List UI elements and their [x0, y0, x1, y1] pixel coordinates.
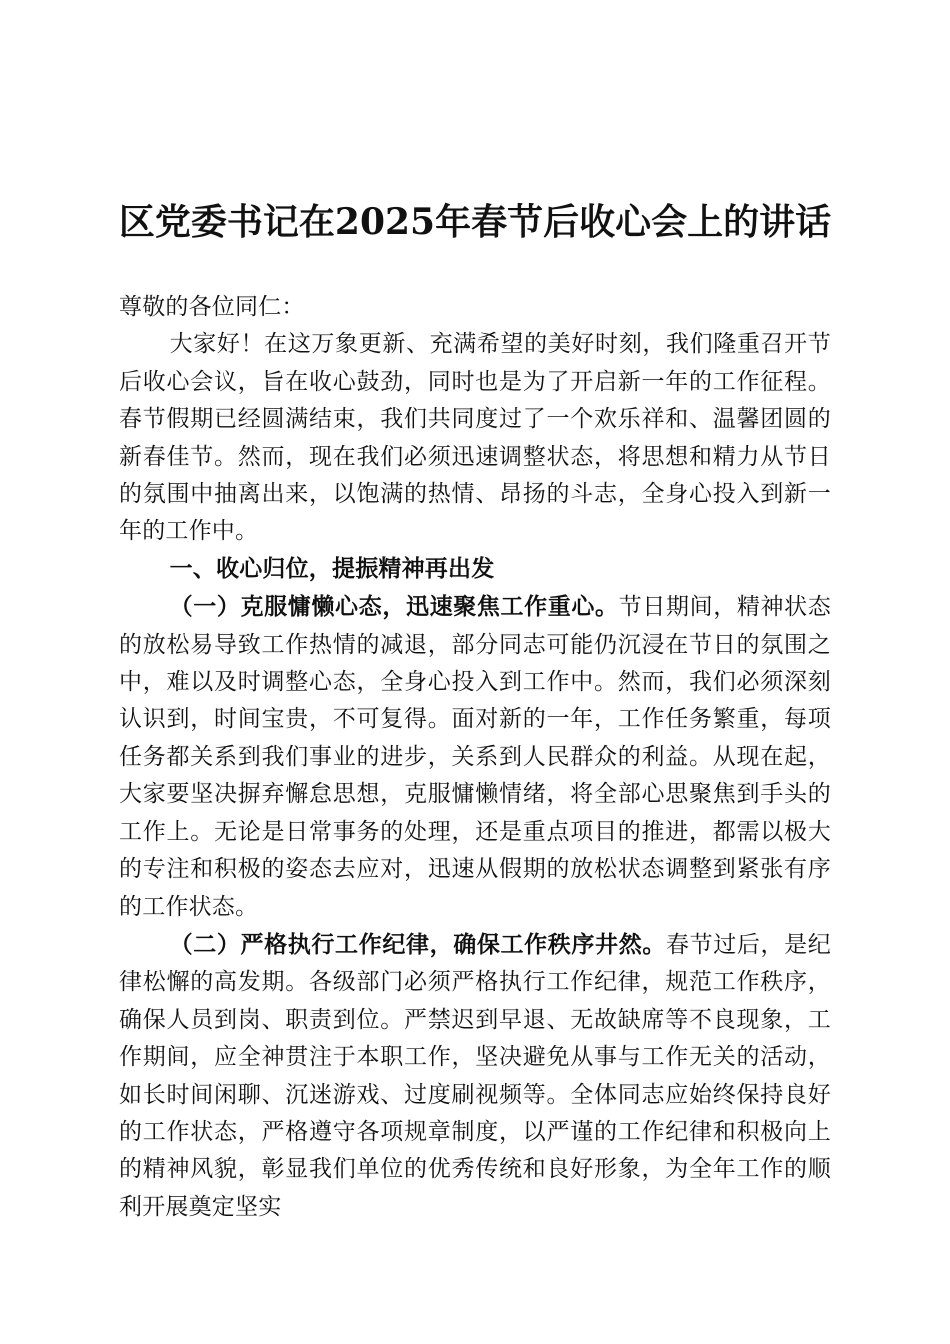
subsection-1-body: 节日期间，精神状态的放松易导致工作热情的减退，部分同志可能仍沉浸在节日的氛围之中，难以及时调整心态，全身心投入到工作中。然而，我们必须深刻认识到，时间宝贵，不可复得。面对新的一年，工作任务繁重，每项任务都关系到我们事业的进步，关系到人民群众的利益。从现在起，大家要坚决摒弃懈怠思想，克服慵懒情绪，将全部心思聚焦到手头的工作上。无论是日常事务的处理，还是重点项目的推进，都需以极大的专注和积极的姿态去应对，迅速从假期的放松状态调整到紧张有序的工作状态。	[119, 594, 831, 920]
document-body	[119, 289, 831, 1226]
salutation: 尊敬的各位同仁：	[119, 294, 305, 320]
section-heading: 一、收心归位，提振精神再出发	[169, 555, 495, 582]
intro-paragraph: 大家好！在这万象更新、充满希望的美好时刻，我们隆重召开节后收心会议，旨在收心鼓劲，同时也是为了开启新一年的工作征程。春节假期已经圆满结束，我们共同度过了一个欢乐祥和、温馨团圆的新春佳节。然而，现在我们必须迅速调整状态，将思想和精力从节日的氛围中抽离出来，以饱满的热情、昂扬的斗志，全身心投入到新一年的工作中。	[119, 331, 831, 545]
subsection-2-heading: （二）严格执行工作纪律，确保工作秩序井然。	[169, 930, 666, 958]
subsection-2-paragraph	[119, 926, 831, 1226]
subsection-2-body: 春节过后，是纪律松懈的高发期。各级部门必须严格执行工作纪律，规范工作秩序，确保人员到岗、职责到位。严禁迟到早退、无故缺席等不良现象，工作期间，应全神贯注于本职工作，坚决避免从事与工作无关的活动，如长时间闲聊、沉迷游戏、过度刷视频等。全体同志应始终保持良好的工作状态，严格遵守各项规章制度，以严谨的工作纪律和积极向上的精神风貌，彰显我们单位的优秀传统和良好形象，为全年工作的顺利开展奠定坚实	[119, 931, 832, 1220]
subsection-1-heading: （一）克服慵懒心态，迅速聚焦工作重心。	[169, 593, 619, 621]
subsection-1-paragraph	[119, 588, 831, 926]
document-title: 区党委书记在2025年春节后收心会上的讲话	[118, 201, 832, 243]
